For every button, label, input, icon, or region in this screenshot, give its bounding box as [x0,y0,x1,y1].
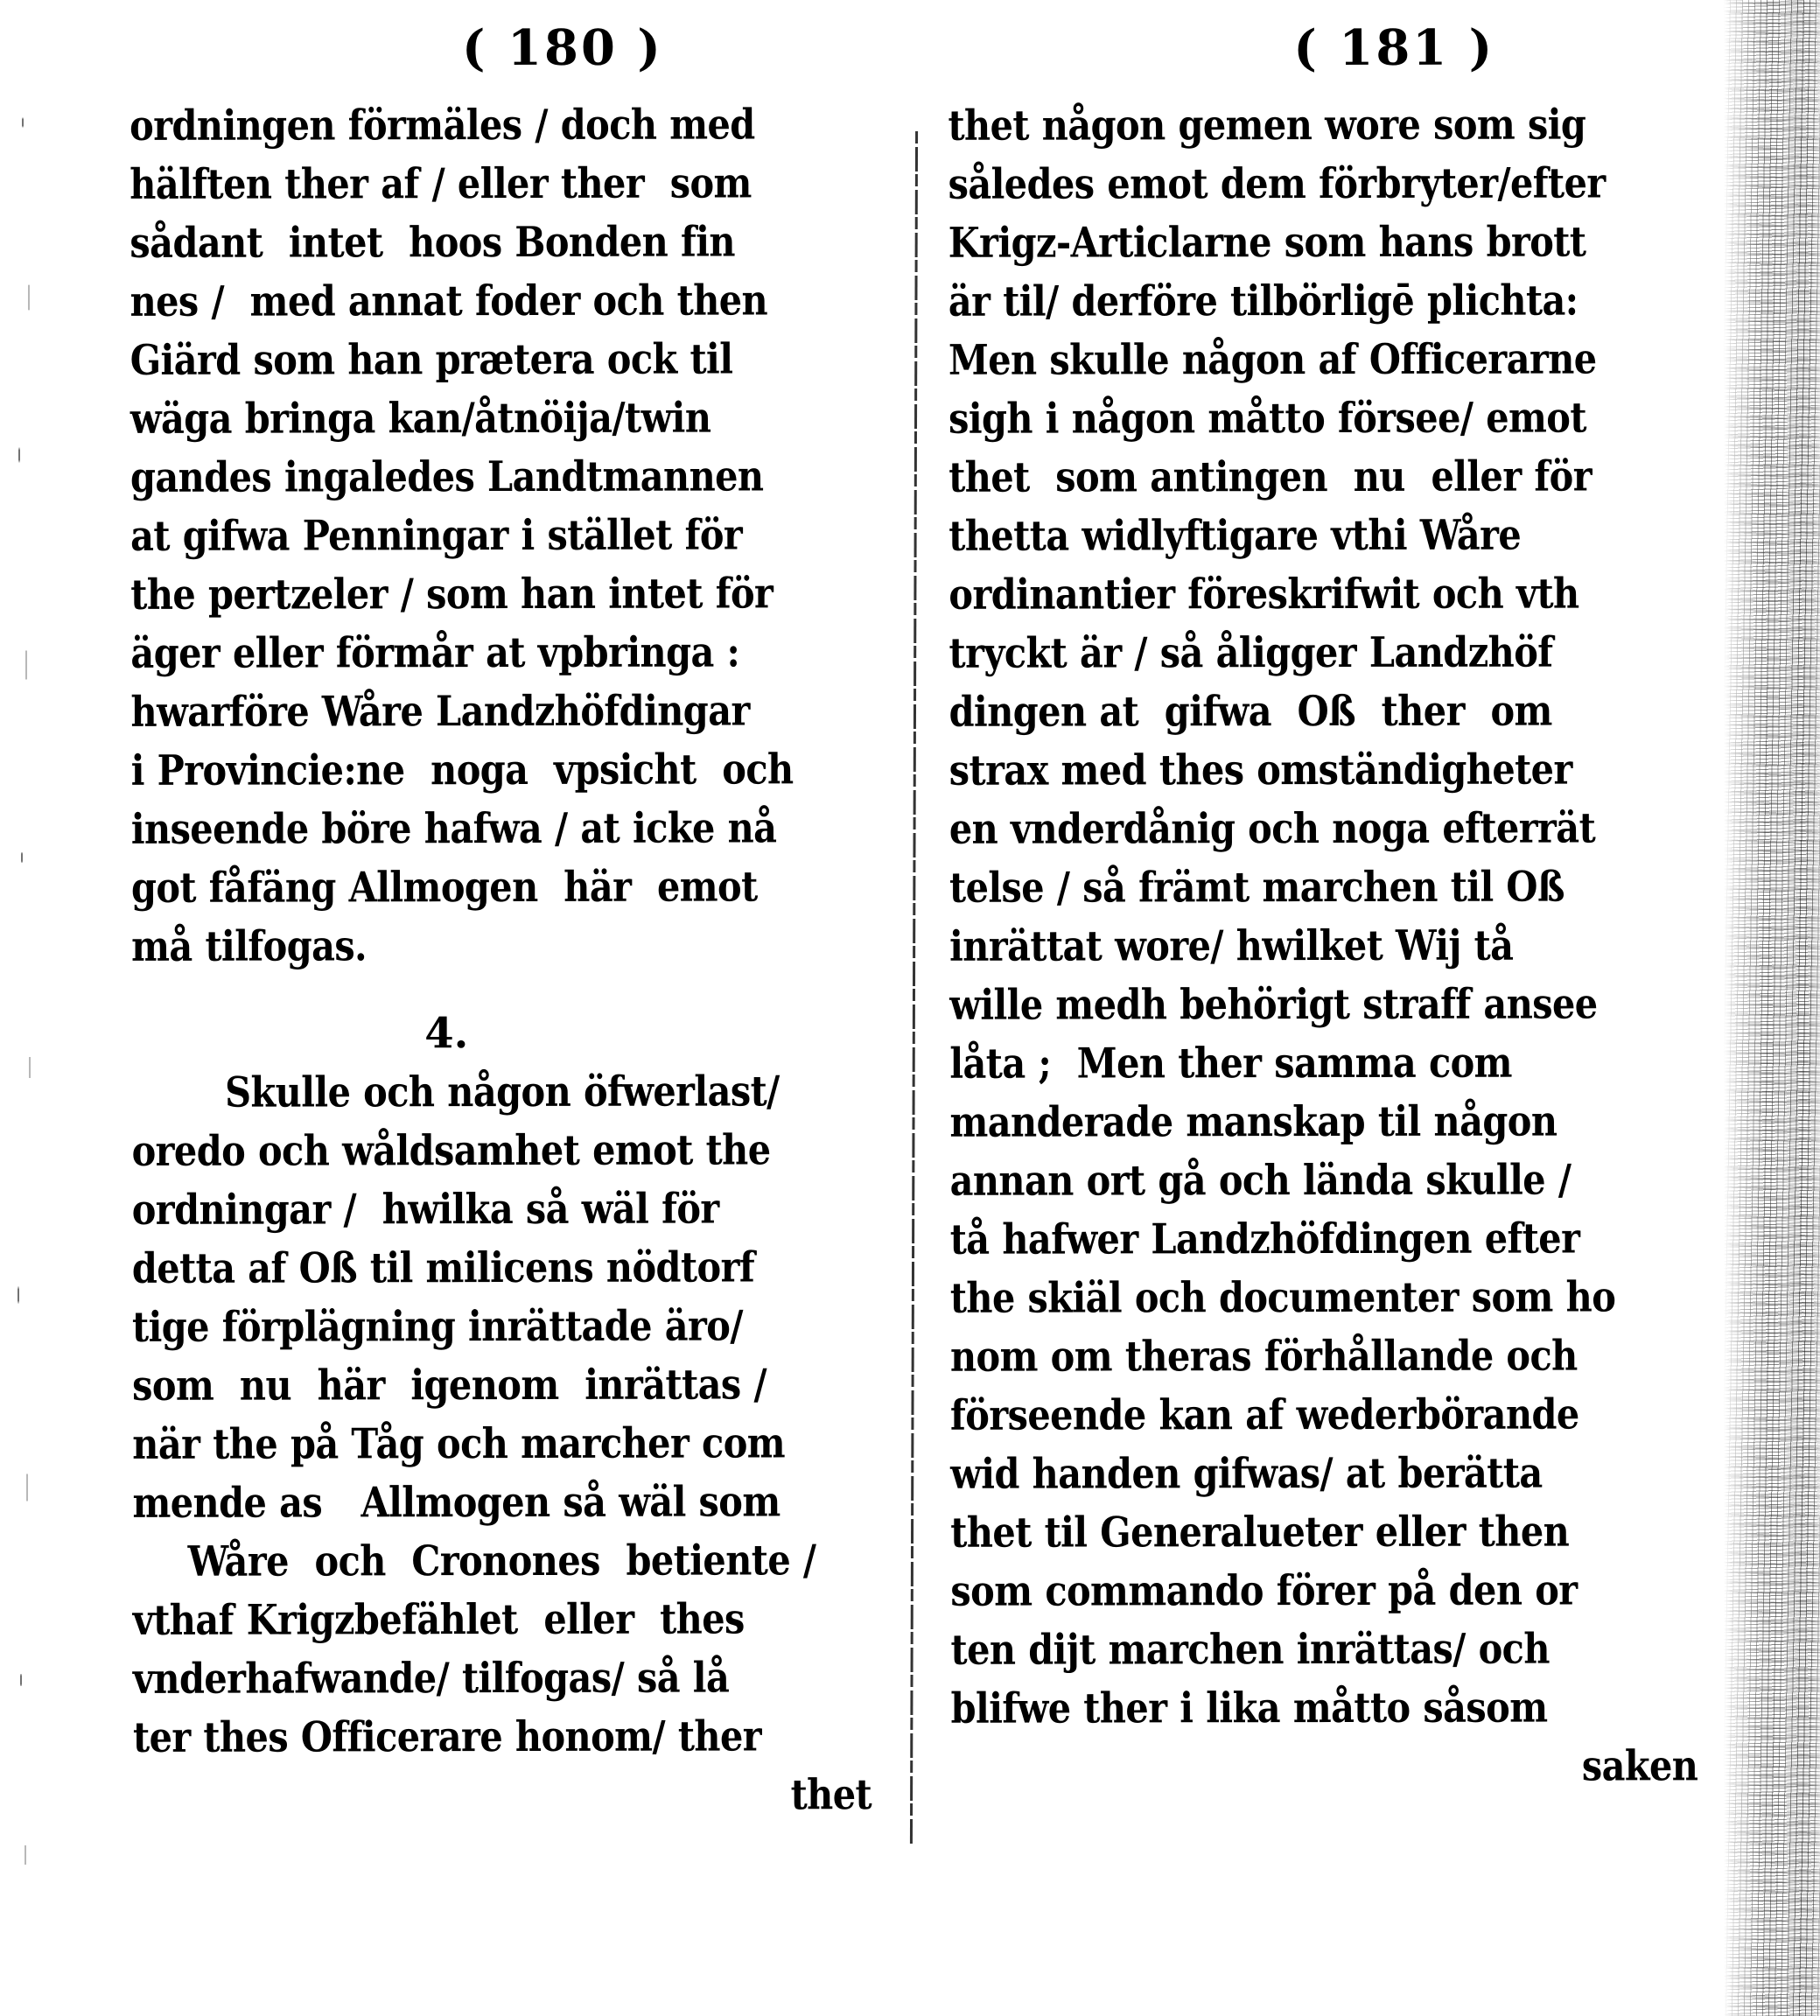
text-line: är til/ derföre tilbörligē plichta: [948,276,1578,326]
text-line-with-roman-insert: mende as Allmogen så wäl som [132,1477,780,1528]
text-line: vthaf Krigzbefählet eller thes [132,1594,745,1645]
folio-number-left: ( 180 ) [461,18,663,78]
text-line: thet någon gemen wore som sig [948,100,1586,150]
text-line-with-roman-insert: telse / så främt marchen til Oß [948,862,1564,913]
text-line: ordningen förmäles / doch med [130,100,755,150]
catchword: saken [1581,1741,1698,1791]
text-line-with-roman-insert: ten dijt marchen inrättas/ och [950,1624,1550,1675]
text-line: således emot dem förbryter/efter [948,158,1606,209]
text-line: thetta widlyftigare vthi Wåre [948,510,1522,561]
column-divider-rule [910,131,918,1846]
text-line-with-roman-insert: Men skulle någon af Officerarne [948,334,1597,385]
text-line: äger eller förmår at vpbringa : [130,627,740,678]
text-line-with-roman-insert: thet til Generalueter eller then [950,1507,1570,1558]
text-line-with-roman-insert: som commando förer på den or [950,1565,1578,1616]
right-column [948,0,1721,1797]
text-line: annan ort gå och lända skulle / [949,1155,1572,1206]
text-line: vnderhafwande/ tilfogas/ så lå [132,1653,730,1704]
text-line: en vnderdånig och noga efterrät [948,803,1596,854]
text-line: ordningar / hwilka så wäl för [131,1184,719,1235]
text-line-with-roman-insert: ordinantier föreskrifwit och vth [948,569,1579,620]
text-line-with-roman-insert: manderade manskap til någon [949,1096,1558,1147]
text-line-with-roman-insert: Krigz-Articlarne som hans brott [948,217,1586,268]
text-line: wäga bringa kan/åtnöija/twin [130,393,711,444]
left-section-body [131,1062,894,1826]
right-column-body [948,95,1720,1797]
text-line: tå hafwer Landzhöfdingen efter [949,1214,1580,1264]
text-line: strax med thes omständigheter [948,745,1572,795]
text-line-with-roman-insert: detta af Oß til milicens nödtorf [131,1242,755,1293]
text-line: wid handen gifwas/ at berätta [950,1448,1543,1499]
folio-number-right: ( 181 ) [1293,18,1495,78]
text-line: thet som antingen nu eller för [948,452,1592,502]
text-line: som nu här igenom inrättas / [132,1360,767,1410]
text-line: nom om theras förhållande och [949,1331,1578,1382]
text-line: må tilfogas. [131,921,367,971]
text-line: dingen at gifwa Oß ther om [948,686,1552,737]
text-line-with-roman-insert: the skiäl och documenter som ho [949,1272,1616,1323]
text-line: förseende kan af wederbörande [949,1390,1579,1440]
text-line-with-roman-insert: låta ; Men ther samma com [949,1038,1512,1088]
text-line: Wåre och Cronones betiente / [187,1536,816,1586]
text-line: gandes ingaledes Landtmannen [130,452,764,502]
text-line: tige förplägning inrättade äro/ [131,1301,743,1352]
text-line: hwarföre Wåre Landzhöfdingar [130,686,750,737]
text-line: inrättat wore/ hwilket Wij tå [949,920,1514,971]
text-line-with-roman-insert: ter thes Officerare honom/ ther [132,1712,762,1762]
text-line: Skulle och någon öfwerlast/ [225,1067,780,1117]
text-line-with-roman-insert: när the på Tåg och marcher com [132,1418,786,1469]
text-line-with-roman-insert: i Provincie:ne noga vpsicht och [130,745,794,795]
section-number-heading: 4. [424,1009,469,1059]
text-line: wille medh behörigt straff ansee [949,979,1598,1030]
right-scan-edge-speckle-outer [1785,0,1820,2016]
left-paragraph-continued [130,95,892,976]
text-line: the pertzeler / som han intet för [130,569,774,620]
left-scan-gutter-speckle [0,0,52,2016]
left-column [130,0,894,1826]
text-line: sigh i någon måtto försee/ emot [948,393,1586,444]
text-line: nes / med annat foder och then [130,276,768,326]
catchword: thet [790,1770,872,1820]
text-line: blifwe ther i lika måtto såsom [950,1683,1548,1733]
text-line: Giärd som han prætera ock til [130,334,733,385]
text-line: sådant intet hoos Bonden fin [130,217,736,268]
text-line: oredo och wåldsamhet emot the [131,1125,771,1176]
text-line: at gifwa Penningar i stället för [130,510,743,561]
text-line: got fåfäng Allmogen här emot [130,862,758,913]
text-line: hälften ther af / eller ther som [130,158,752,209]
text-line: inseende böre hafwa / at icke nå [130,803,777,854]
text-line: tryckt är / så åligger Landzhöf [948,627,1553,678]
